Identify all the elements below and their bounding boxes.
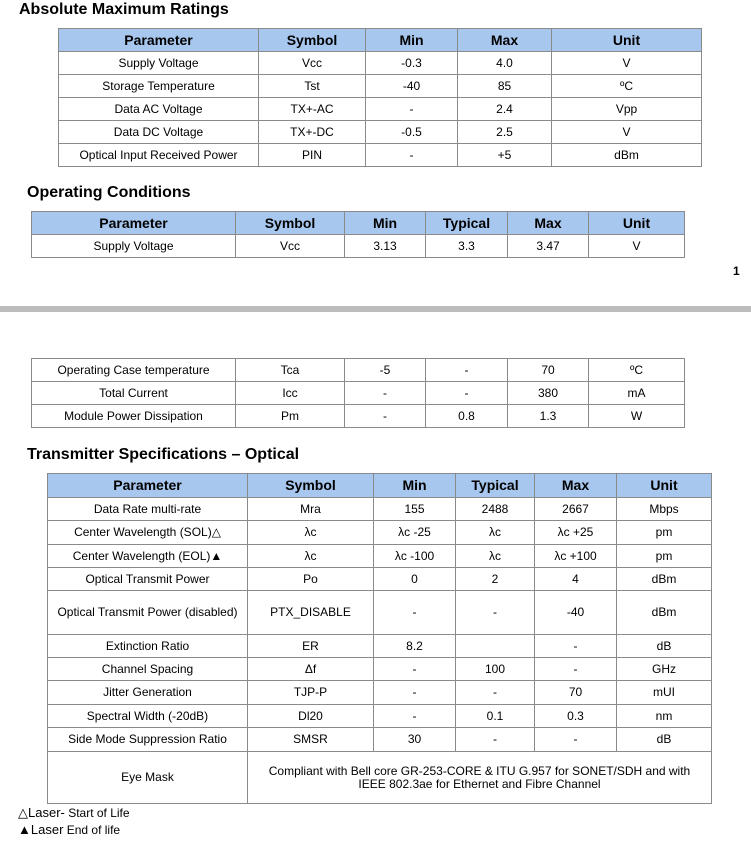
- cell: Δf: [248, 658, 374, 681]
- table-row: [32, 382, 685, 405]
- cell: GHz: [617, 658, 712, 681]
- cell: V: [589, 235, 685, 258]
- cell: Tst: [259, 75, 366, 98]
- cell: -: [374, 591, 456, 635]
- cell: dBm: [617, 568, 712, 591]
- cell: λc: [248, 545, 374, 568]
- cell: Supply Voltage: [32, 235, 236, 258]
- note-sol: [18, 805, 130, 821]
- note-sol-text: Start of Life: [64, 806, 130, 820]
- cell: 70: [508, 359, 589, 382]
- cell: 1.3: [508, 405, 589, 428]
- abs-header-symbol: Symbol: [259, 29, 366, 52]
- cell: λc: [456, 521, 535, 545]
- cell: -: [535, 728, 617, 752]
- cell: 85: [458, 75, 552, 98]
- cell: Pm: [236, 405, 345, 428]
- cell: mUI: [617, 681, 712, 705]
- table-row: [48, 591, 712, 635]
- abs-header-min: Min: [366, 29, 458, 52]
- cell: Optical Transmit Power: [48, 568, 248, 591]
- table-row: [48, 752, 712, 804]
- cell: mA: [589, 382, 685, 405]
- cell: Optical Input Received Power: [59, 144, 259, 167]
- cell: -40: [366, 75, 458, 98]
- cell: SMSR: [248, 728, 374, 752]
- note-eol-label: Laser: [30, 822, 64, 837]
- cell: λc +25: [535, 521, 617, 545]
- cell: 70: [535, 681, 617, 705]
- tx-header-max: Max: [535, 474, 617, 498]
- table-row: [48, 635, 712, 658]
- table-row: [59, 144, 702, 167]
- cell: -: [366, 98, 458, 121]
- cell: 2488: [456, 498, 535, 521]
- cell: dB: [617, 635, 712, 658]
- cell: Supply Voltage: [59, 52, 259, 75]
- table-row: [48, 568, 712, 591]
- cell: λc +100: [535, 545, 617, 568]
- op-header-min: Min: [345, 212, 426, 235]
- cell: Channel Spacing: [48, 658, 248, 681]
- cell: 2.5: [458, 121, 552, 144]
- cell: 0.1: [456, 705, 535, 728]
- eye-mask-label: Eye Mask: [48, 752, 248, 804]
- cell: TJP-P: [248, 681, 374, 705]
- table-row: [48, 658, 712, 681]
- op-continued-table: [31, 358, 685, 428]
- cell: Dl20: [248, 705, 374, 728]
- table-row: [59, 75, 702, 98]
- cell: 2667: [535, 498, 617, 521]
- cell: 4.0: [458, 52, 552, 75]
- cell: -: [366, 144, 458, 167]
- cell: 0: [374, 568, 456, 591]
- cell: Mbps: [617, 498, 712, 521]
- cell: λc: [456, 545, 535, 568]
- abs-header-unit: Unit: [552, 29, 702, 52]
- op-header-max: Max: [508, 212, 589, 235]
- cell: TX+-AC: [259, 98, 366, 121]
- cell: λc: [248, 521, 374, 545]
- cell: Vcc: [236, 235, 345, 258]
- cell: -: [374, 681, 456, 705]
- cell: -: [426, 382, 508, 405]
- tx-header-parameter: Parameter: [48, 474, 248, 498]
- table-row: [32, 235, 685, 258]
- cell: 2: [456, 568, 535, 591]
- op-table: [31, 211, 685, 258]
- tx-table: [47, 473, 712, 804]
- note-sol-label: Laser-: [28, 805, 65, 820]
- cell: 8.2: [374, 635, 456, 658]
- cell: 2.4: [458, 98, 552, 121]
- cell: -: [456, 728, 535, 752]
- cell: -: [374, 705, 456, 728]
- note-eol: [18, 822, 120, 837]
- op-header-unit: Unit: [589, 212, 685, 235]
- cell: V: [552, 121, 702, 144]
- cell: 3.3: [426, 235, 508, 258]
- cell: PIN: [259, 144, 366, 167]
- op-header-typical: Typical: [426, 212, 508, 235]
- tx-header-unit: Unit: [617, 474, 712, 498]
- cell: Mra: [248, 498, 374, 521]
- op-header-parameter: Parameter: [32, 212, 236, 235]
- cell: Data AC Voltage: [59, 98, 259, 121]
- table-row: [48, 521, 712, 545]
- cell: TX+-DC: [259, 121, 366, 144]
- cell: -: [535, 658, 617, 681]
- cell: -: [345, 405, 426, 428]
- cell: Optical Transmit Power (disabled): [48, 591, 248, 635]
- tx-title: Transmitter Specifications – Optical: [27, 446, 300, 463]
- cell: pm: [617, 521, 712, 545]
- cell: V: [552, 52, 702, 75]
- cell: λc -100: [374, 545, 456, 568]
- note-eol-symbol: ▲: [18, 822, 31, 837]
- cell: 155: [374, 498, 456, 521]
- cell: PTX_DISABLE: [248, 591, 374, 635]
- cell: Jitter Generation: [48, 681, 248, 705]
- cell: 30: [374, 728, 456, 752]
- cell: -: [456, 681, 535, 705]
- abs-table: [58, 28, 702, 167]
- cell: 4: [535, 568, 617, 591]
- eye-mask-text: Compliant with Bell core GR-253-CORE & ITU G.957 for SONET/SDH and with IEEE 802.3ae for Ethernet and Fibre Channel: [248, 752, 712, 804]
- cell: +5: [458, 144, 552, 167]
- cell: -: [535, 635, 617, 658]
- abs-header-max: Max: [458, 29, 552, 52]
- tx-header-symbol: Symbol: [248, 474, 374, 498]
- cell: Total Current: [32, 382, 236, 405]
- cell: Operating Case temperature: [32, 359, 236, 382]
- cell: ºC: [589, 359, 685, 382]
- cell: Data DC Voltage: [59, 121, 259, 144]
- cell: -0.3: [366, 52, 458, 75]
- cell: Extinction Ratio: [48, 635, 248, 658]
- cell: Center Wavelength (SOL)△: [48, 521, 248, 545]
- cell: -: [456, 591, 535, 635]
- cell: Vpp: [552, 98, 702, 121]
- cell: ºC: [552, 75, 702, 98]
- cell: -40: [535, 591, 617, 635]
- cell: ER: [248, 635, 374, 658]
- cell: Storage Temperature: [59, 75, 259, 98]
- abs-title: Absolute Maximum Ratings: [19, 1, 229, 18]
- cell: Center Wavelength (EOL)▲: [48, 545, 248, 568]
- page-separator: [0, 306, 751, 312]
- cell: Icc: [236, 382, 345, 405]
- table-row: [32, 359, 685, 382]
- cell: dBm: [617, 591, 712, 635]
- cell: Vcc: [259, 52, 366, 75]
- cell: -0.5: [366, 121, 458, 144]
- cell: -: [426, 359, 508, 382]
- cell: -: [345, 382, 426, 405]
- op-title: Operating Conditions: [27, 184, 191, 201]
- tx-header-min: Min: [374, 474, 456, 498]
- page-number: 1: [733, 264, 740, 278]
- table-row: [48, 498, 712, 521]
- cell: dB: [617, 728, 712, 752]
- table-row: [48, 705, 712, 728]
- table-row: [59, 52, 702, 75]
- cell: pm: [617, 545, 712, 568]
- cell: [456, 635, 535, 658]
- cell: Tca: [236, 359, 345, 382]
- cell: Spectral Width (-20dB): [48, 705, 248, 728]
- cell: Po: [248, 568, 374, 591]
- table-row: [48, 545, 712, 568]
- op-header-symbol: Symbol: [236, 212, 345, 235]
- table-row: [48, 681, 712, 705]
- note-sol-symbol: △: [18, 805, 28, 820]
- table-row: [32, 405, 685, 428]
- cell: Side Mode Suppression Ratio: [48, 728, 248, 752]
- abs-header-parameter: Parameter: [59, 29, 259, 52]
- cell: nm: [617, 705, 712, 728]
- tx-header-typical: Typical: [456, 474, 535, 498]
- table-row: [59, 98, 702, 121]
- cell: 100: [456, 658, 535, 681]
- cell: 0.3: [535, 705, 617, 728]
- note-eol-text: End of life: [63, 823, 121, 837]
- cell: 0.8: [426, 405, 508, 428]
- cell: λc -25: [374, 521, 456, 545]
- cell: Module Power Dissipation: [32, 405, 236, 428]
- cell: W: [589, 405, 685, 428]
- cell: -: [374, 658, 456, 681]
- cell: 3.47: [508, 235, 589, 258]
- table-row: [48, 728, 712, 752]
- cell: Data Rate multi-rate: [48, 498, 248, 521]
- table-row: [59, 121, 702, 144]
- cell: dBm: [552, 144, 702, 167]
- cell: -5: [345, 359, 426, 382]
- cell: 3.13: [345, 235, 426, 258]
- cell: 380: [508, 382, 589, 405]
